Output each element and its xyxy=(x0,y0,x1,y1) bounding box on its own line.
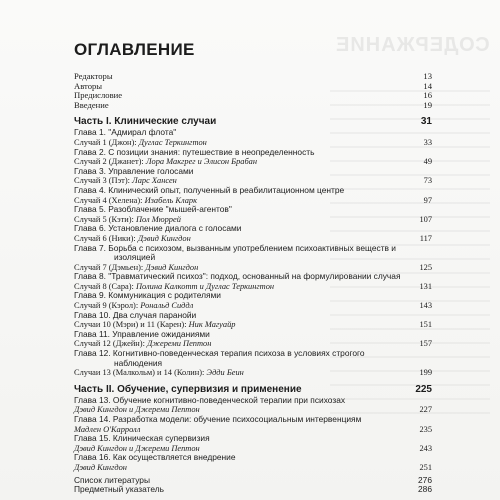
chapter-entry: Глава 2. С позиции знания: путешествие в неопределенность xyxy=(74,146,315,157)
part-heading: Часть II. Обучение, супервизия и применение 225 xyxy=(74,383,432,395)
case-entry: Случай 4 (Хелена): Изабель Кларк 97 xyxy=(74,195,432,205)
case-entry: Случай 7 (Дэмьен): Дэвид Кингдон 125 xyxy=(74,262,432,272)
toc-entry: Предисловие 16 xyxy=(74,90,432,101)
toc-entry: Редакторы 13 xyxy=(74,71,432,81)
bleed-through-title: СОДЕРЖАНИЕ xyxy=(335,34,490,56)
chapter-entry: Глава 10. Два случая паранойи xyxy=(74,309,197,320)
chapter-entry: Глава 11. Управление ожиданиями xyxy=(74,328,210,339)
case-entry: Дэвид Кингдон 251 xyxy=(74,462,432,472)
table-of-contents xyxy=(74,40,432,495)
back-matter xyxy=(74,476,432,495)
toc-entry: Введение 19 xyxy=(74,99,432,110)
chapter-entry: Глава 3. Управление голосами xyxy=(74,165,194,176)
part-1-entries xyxy=(74,128,432,377)
chapter-entry: Глава 7. Борьба с психозом, вызванным употреблением психоактивных веществ и изоляцией xyxy=(74,242,396,263)
case-entry: Дэвид Кингдон и Джереми Пептон 227 xyxy=(74,405,432,415)
chapter-entry: Глава 12. Когнитивно-поведенческая терапия психоза в условиях строгого наблюдения xyxy=(74,348,365,368)
case-entry: Случаи 13 (Малкольм) и 14 (Колин): Эдди Беин 199 xyxy=(74,368,432,378)
chapter-entry: Глава 5. Разоблачение "мышей-агентов" xyxy=(74,204,232,215)
case-entry: Случай 3 (Пэт): Ларс Хансен 73 xyxy=(74,176,432,186)
case-entry: Случай 9 (Кэрол): Рональд Сиддл 143 xyxy=(74,301,432,311)
front-matter xyxy=(74,72,432,110)
case-entry: Мадлен О'Карролл 235 xyxy=(74,424,432,434)
chapter-entry: Глава 14. Разработка модели: обучение психосоциальным интервенциям xyxy=(74,414,362,424)
case-entry: Случаи 10 (Мэри) и 11 (Карен): Ник Магуайр 151 xyxy=(74,320,432,330)
chapter-entry: Глава 8. "Травматический психоз": подход, основанный на формулировании случая xyxy=(74,271,401,282)
case-entry: Дэвид Кингдон и Джереми Пептон 243 xyxy=(74,443,432,453)
chapter-entry: Глава 9. Коммуникация с родителями xyxy=(74,290,221,301)
case-entry: Случай 12 (Джейн): Джереми Пептон 157 xyxy=(74,339,432,349)
case-entry: Случай 8 (Сара): Полина Калкотт и Дуглас Теркингтон 131 xyxy=(74,281,432,291)
case-entry: Случай 5 (Кэти): Пол Мюррей 107 xyxy=(74,214,432,224)
chapter-entry: Глава 6. Установление диалога с голосами xyxy=(74,223,242,234)
part-heading: Часть I. Клинические случаи 31 xyxy=(74,116,432,128)
chapter-entry: Глава 16. Как осуществляется внедрение xyxy=(74,452,236,463)
toc-entry: Авторы 14 xyxy=(74,80,432,91)
chapter-entry: Глава 4. Клинический опыт, полученный в реабилитационном центре xyxy=(74,184,345,195)
page-title: ОГЛАВЛЕНИЕ xyxy=(74,40,195,59)
part-2-entries xyxy=(74,396,432,473)
case-entry: Случай 6 (Ники): Дэвид Кингдон 117 xyxy=(74,233,432,243)
chapter-entry: Глава 13. Обучение когнитивно-поведенческой терапии при психозах xyxy=(74,394,346,405)
case-entry: Случай 2 (Джанет): Лора Макгрег и Элисон Брабан 49 xyxy=(74,157,432,167)
toc-entry: Список литературы 276 xyxy=(74,474,432,485)
chapter-entry: Глава 1. "Адмирал флота" xyxy=(74,127,177,138)
case-entry: Случай 1 (Джон): Дуглас Теркингтон 33 xyxy=(74,137,432,147)
chapter-entry: Глава 15. Клиническая супервизия xyxy=(74,433,210,444)
toc-entry: Предметный указатель 286 xyxy=(74,484,432,495)
